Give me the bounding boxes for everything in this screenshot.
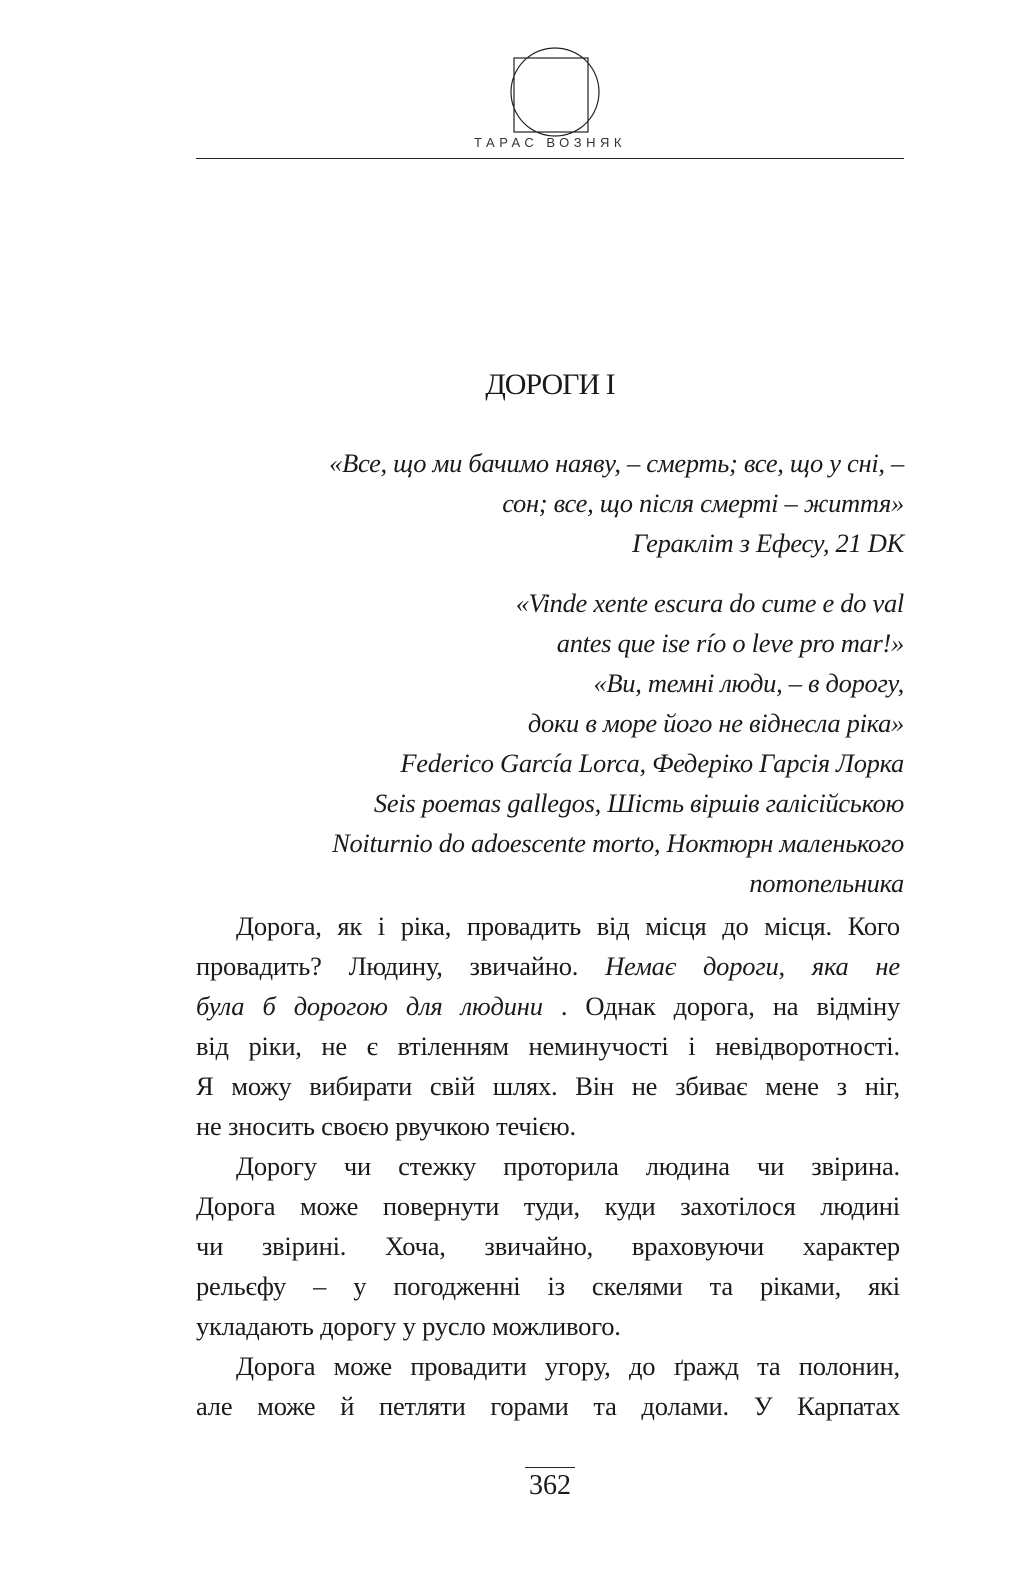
paragraph-line (196, 1346, 900, 1386)
epigraph-line: доки в море його не віднесла ріка» (527, 708, 904, 738)
word: провадить (466, 911, 582, 941)
paragraph-line (196, 946, 900, 986)
paragraph-line (196, 1226, 900, 1266)
word: Він (575, 1071, 614, 1101)
word: до (628, 1351, 656, 1381)
word: людина (645, 1151, 730, 1181)
word: – (313, 1271, 327, 1301)
word: людині (820, 1191, 900, 1221)
epigraph-line: сон; все, що після смерті – життя» (502, 488, 904, 518)
word: Кого (847, 911, 900, 941)
chapter-title: ДОРОГИ І (485, 368, 615, 401)
word: Дорогу (236, 1151, 317, 1181)
word: горами (490, 1391, 569, 1421)
epigraph-attribution: Геракліт з Ефесу, 21 DK (632, 528, 904, 558)
word: петляти (378, 1391, 466, 1421)
word: угору, (544, 1351, 611, 1381)
word: Дорога, (236, 911, 322, 941)
word: для (405, 991, 443, 1021)
word: Хоча, (384, 1231, 446, 1261)
word: й (340, 1391, 355, 1421)
word: Людину, (348, 951, 443, 981)
word: чи (756, 1151, 785, 1181)
word: звичайно. (469, 951, 579, 981)
word: не (875, 951, 900, 981)
word: збиває (675, 1071, 748, 1101)
word: Карпатах (797, 1391, 900, 1421)
header-rule (196, 158, 904, 159)
word: шлях. (492, 1071, 558, 1101)
word: та (593, 1391, 617, 1421)
word: Немає (605, 951, 677, 981)
word: до (722, 911, 749, 941)
word: може (333, 1351, 392, 1381)
running-head-author: ТАРАС ВОЗНЯК (474, 135, 626, 150)
word: звірині. (261, 1231, 347, 1261)
paragraph-line (196, 906, 900, 946)
word: проторила (503, 1151, 619, 1181)
epigraph-attribution: Federico García Lorca, Федеріко Гарсія Лорка (400, 748, 904, 778)
word: яка (811, 951, 849, 981)
word: місця. (764, 911, 832, 941)
word: У (753, 1391, 773, 1421)
word: Дорога (196, 1191, 276, 1221)
word: туди, (523, 1191, 580, 1221)
word: звичайно, (484, 1231, 594, 1261)
word: рельєфу (196, 1271, 287, 1301)
word: ріка, (400, 911, 452, 941)
word: ніг, (864, 1071, 900, 1101)
word: ґражд (673, 1351, 739, 1381)
word: чи (196, 1231, 224, 1261)
word: провадить? (196, 951, 322, 981)
word: повернути (382, 1191, 500, 1221)
paragraph-line (196, 1386, 900, 1426)
word: скелями (591, 1271, 683, 1301)
word: Я (196, 1071, 214, 1101)
word: які (868, 1271, 900, 1301)
word: з (836, 1071, 847, 1101)
word: є (366, 1031, 378, 1061)
word: була (196, 991, 245, 1021)
text-span: не зносить своєю рвучкою течією. (196, 1111, 576, 1141)
word: Дорога (236, 1351, 316, 1381)
paragraph-line (196, 1186, 900, 1226)
word: може (299, 1191, 359, 1221)
word: куди (604, 1191, 656, 1221)
word: провадити (410, 1351, 527, 1381)
word: та (709, 1271, 733, 1301)
epigraph-heraclitus (196, 443, 904, 563)
word: на (772, 991, 799, 1021)
word: долами. (641, 1391, 729, 1421)
word: і (377, 911, 385, 941)
word: невідворотності. (715, 1031, 900, 1061)
word: свій (429, 1071, 475, 1101)
word: місця (645, 911, 707, 941)
epigraph-source: Noiturnio do adoescente morto, Ноктюрн маленького (332, 828, 904, 858)
paragraph-line (196, 1106, 900, 1146)
paragraph-line (196, 1266, 900, 1306)
word: дороги, (702, 951, 785, 981)
epigraph-line: antes que ise río o leve pro mar!» (556, 628, 904, 658)
word: вибирати (309, 1071, 413, 1101)
word: дорогою (293, 991, 388, 1021)
word: у (353, 1271, 367, 1301)
body-text (196, 906, 900, 1426)
epigraph-line: «Ви, темні люди, – в дорогу, (593, 668, 904, 698)
word: із (547, 1271, 565, 1301)
paragraph-line (196, 1066, 900, 1106)
word: погодженні (393, 1271, 521, 1301)
paragraph-line (196, 986, 900, 1026)
word: і (688, 1031, 696, 1061)
word: мене (765, 1071, 819, 1101)
paragraph-line (196, 1026, 900, 1066)
word: як (337, 911, 363, 941)
word: не (631, 1071, 658, 1101)
epigraph-line: «Все, що ми бачимо наяву, – смерть; все, що у сні, – (329, 448, 904, 478)
word: захотілося (680, 1191, 796, 1221)
word: враховуючи (631, 1231, 765, 1261)
word: можу (231, 1071, 292, 1101)
word: Однак (585, 991, 656, 1021)
word: та (757, 1351, 781, 1381)
word: не (321, 1031, 347, 1061)
word: ріками, (760, 1271, 842, 1301)
word: людини (460, 991, 543, 1021)
word: відміну (816, 991, 900, 1021)
word: . (560, 991, 568, 1021)
word: чи (343, 1151, 371, 1181)
paragraph-line (196, 1306, 900, 1346)
word: звірина. (811, 1151, 900, 1181)
epigraph-lorca (196, 583, 904, 903)
page-number: 362 (529, 1470, 571, 1501)
epigraph-line: «Vinde xente escura do cume e do val (515, 588, 904, 618)
word: може (257, 1391, 316, 1421)
word: полонин, (798, 1351, 900, 1381)
word: неминучості (528, 1031, 669, 1061)
epigraph-source: потопельника (749, 868, 904, 898)
word: стежку (398, 1151, 477, 1181)
text-span: укладають дорогу у русло можливого. (196, 1311, 621, 1341)
word: втіленням (397, 1031, 509, 1061)
word: б (262, 991, 276, 1021)
word: характер (802, 1231, 900, 1261)
word: від (196, 1031, 229, 1061)
word: дорога, (673, 991, 755, 1021)
word: але (196, 1391, 233, 1421)
epigraph-source: Seis poemas gallegos, Шість віршів галісійською (373, 788, 904, 818)
paragraph-line (196, 1146, 900, 1186)
word: ріки, (248, 1031, 302, 1061)
circle-square-logo-icon (509, 46, 601, 138)
word: від (596, 911, 630, 941)
